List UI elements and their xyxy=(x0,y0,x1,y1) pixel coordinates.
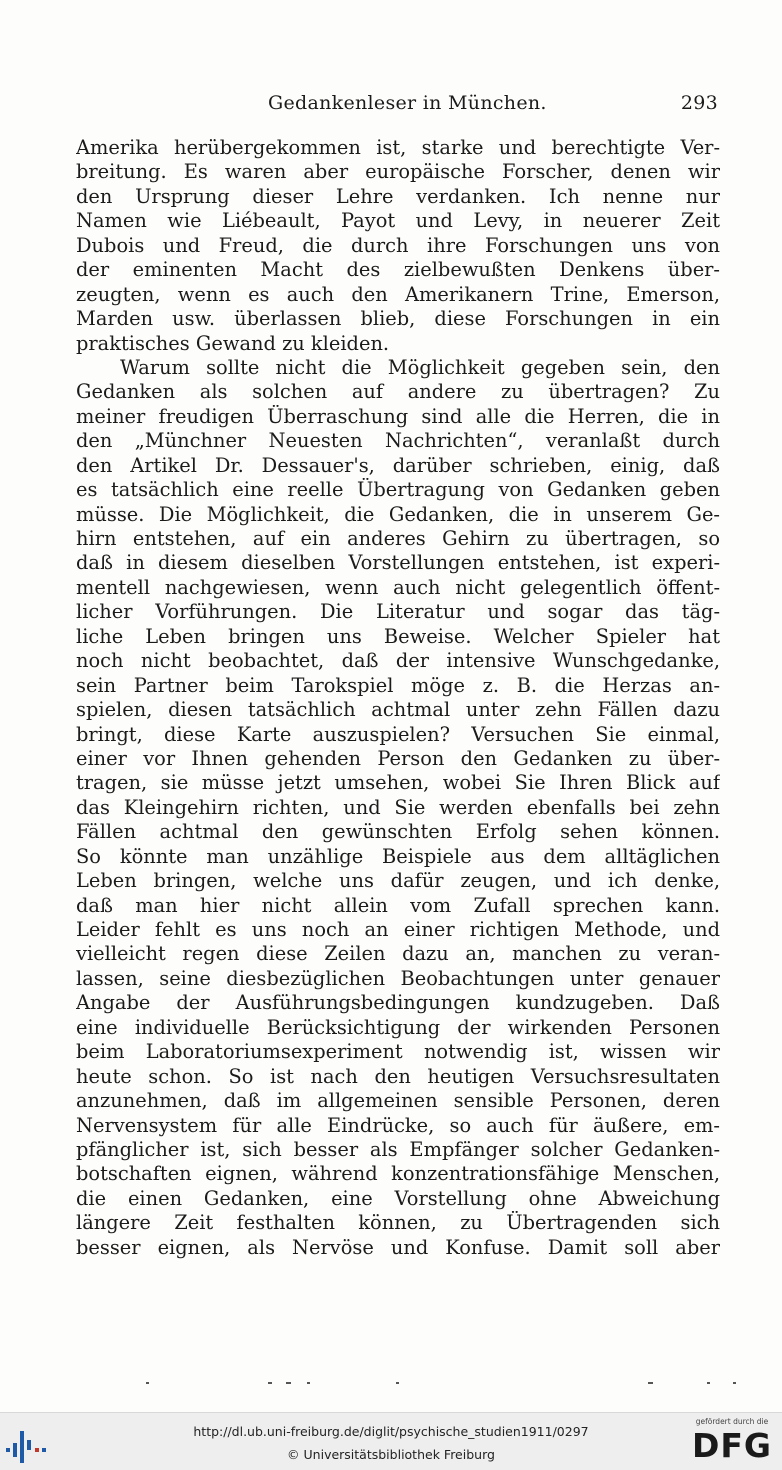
text-line: spielen, diesen tatsächlich achtmal unter zehn Fällen dazu xyxy=(76,698,720,722)
text-line: Leben bringen, welche uns dafür zeugen, und ich denke, xyxy=(76,869,720,893)
running-head xyxy=(76,92,720,116)
text-line: Marden usw. überlassen blieb, diese Forschungen in ein xyxy=(76,307,720,331)
text-line: anzunehmen, daß im allgemeinen sensible Personen, deren xyxy=(76,1089,720,1113)
text-line: Amerika herübergekommen ist, starke und berechtigte Ver- xyxy=(76,136,720,159)
text-line: müsse. Die Möglichkeit, die Gedanken, die in unserem Ge- xyxy=(76,502,720,526)
text-line: die einen Gedanken, eine Vorstellung ohne Abweichung xyxy=(76,1186,720,1210)
text-line: Gedanken als solchen auf andere zu übertragen? Zu xyxy=(76,380,720,404)
text-line: längere Zeit festhalten können, zu Übertragenden sich xyxy=(76,1211,720,1235)
text-line: besser eignen, als Nervöse und Konfuse. Damit soll aber xyxy=(76,1235,720,1259)
permalink-url[interactable]: http://dl.ub.uni-freiburg.de/diglit/psychische_studien1911/0297 xyxy=(193,1424,589,1439)
text-line: daß in diesem dieselben Vorstellungen entstehen, ist experi- xyxy=(76,551,720,575)
text-line: einer vor Ihnen gehenden Person den Gedanken zu über- xyxy=(76,746,720,770)
text-line: den „Münchner Neuesten Nachrichten“, veranlaßt durch xyxy=(76,429,720,453)
text-line: breitung. Es waren aber europäische Forscher, denen wir xyxy=(76,160,720,184)
text-line: der eminenten Macht des zielbewußten Denkens über- xyxy=(76,258,720,282)
text-line: sein Partner beim Tarokspiel möge z. B. die Herzas an- xyxy=(76,673,720,697)
text-line: Warum sollte nicht die Möglichkeit gegeben sein, den xyxy=(120,355,720,379)
text-line: eine individuelle Berücksichtigung der wirkenden Personen xyxy=(76,1015,720,1039)
page-number: 293 xyxy=(680,92,718,114)
text-line: lassen, seine diesbezüglichen Beobachtungen unter genauer xyxy=(76,966,720,990)
text-line: den Ursprung dieser Lehre verdanken. Ich nenne nur xyxy=(76,184,720,208)
text-line: Angabe der Ausführungsbedingungen kundzugeben. Daß xyxy=(76,991,720,1015)
text-line: das Kleingehirn richten, und Sie werden ebenfalls bei zehn xyxy=(76,795,720,819)
text-line: es tatsächlich eine reelle Übertragung von Gedanken geben xyxy=(76,478,720,502)
text-line: hirn entstehen, auf ein anderes Gehirn zu übertragen, so xyxy=(76,527,720,550)
body-text xyxy=(76,136,720,1260)
text-line: zeugten, wenn es auch den Amerikanern Trine, Emerson, xyxy=(76,282,720,306)
dfg-mark: DFG xyxy=(691,1426,773,1465)
scan-specks xyxy=(0,1382,782,1392)
text-line: botschaften eignen, während konzentrationsfähige Menschen, xyxy=(76,1162,720,1186)
text-line: Dubois und Freud, die durch ihre Forschungen uns von xyxy=(76,233,720,257)
text-line: tragen, sie müsse jetzt umsehen, wobei Sie Ihren Blick auf xyxy=(76,771,720,795)
text-line: noch nicht beobachtet, daß der intensive Wunschgedanke, xyxy=(76,649,720,673)
text-line: licher Vorführungen. Die Literatur und sogar das täg- xyxy=(76,600,720,624)
text-line: meiner freudigen Überraschung sind alle die Herren, die in xyxy=(76,404,720,428)
text-line: praktisches Gewand zu kleiden. xyxy=(76,331,390,355)
text-line: mentell nachgewiesen, wenn auch nicht gelegentlich öffent- xyxy=(76,575,720,599)
text-line: vielleicht regen diese Zeilen dazu an, manchen zu veran- xyxy=(76,942,720,966)
text-line: daß man hier nicht allein vom Zufall sprechen kann. xyxy=(76,893,720,917)
text-line: Namen wie Liébeault, Payot und Levy, in neuerer Zeit xyxy=(76,209,720,233)
copyright-notice: © Universitätsbibliothek Freiburg xyxy=(287,1447,495,1462)
text-line: Leider fehlt es uns noch an einer richtigen Methode, und xyxy=(76,918,720,941)
text-line: Nervensystem für alle Eindrücke, so auch für äußere, em- xyxy=(76,1113,720,1137)
running-title: Gedankenleser in München. xyxy=(268,92,547,114)
text-line: Fällen achtmal den gewünschten Erfolg sehen können. xyxy=(76,820,720,844)
text-line: heute schon. So ist nach den heutigen Versuchsresultaten xyxy=(76,1064,720,1088)
viewer-footer xyxy=(0,1412,782,1470)
dfg-logo xyxy=(690,1417,774,1467)
text-line: den Artikel Dr. Dessauer's, darüber schrieben, einig, daß xyxy=(76,453,720,477)
text-line: beim Laboratoriumsexperiment notwendig ist, wissen wir xyxy=(76,1040,720,1064)
text-line: liche Leben bringen uns Beweise. Welcher Spieler hat xyxy=(76,624,720,648)
text-line: pfänglicher ist, sich besser als Empfänger solcher Gedanken- xyxy=(76,1137,720,1161)
dfg-tagline: gefördert durch die xyxy=(695,1417,769,1426)
text-line: So könnte man unzählige Beispiele aus dem alltäglichen xyxy=(76,844,720,868)
text-line: bringt, diese Karte auszuspielen? Versuchen Sie einmal, xyxy=(76,722,720,746)
